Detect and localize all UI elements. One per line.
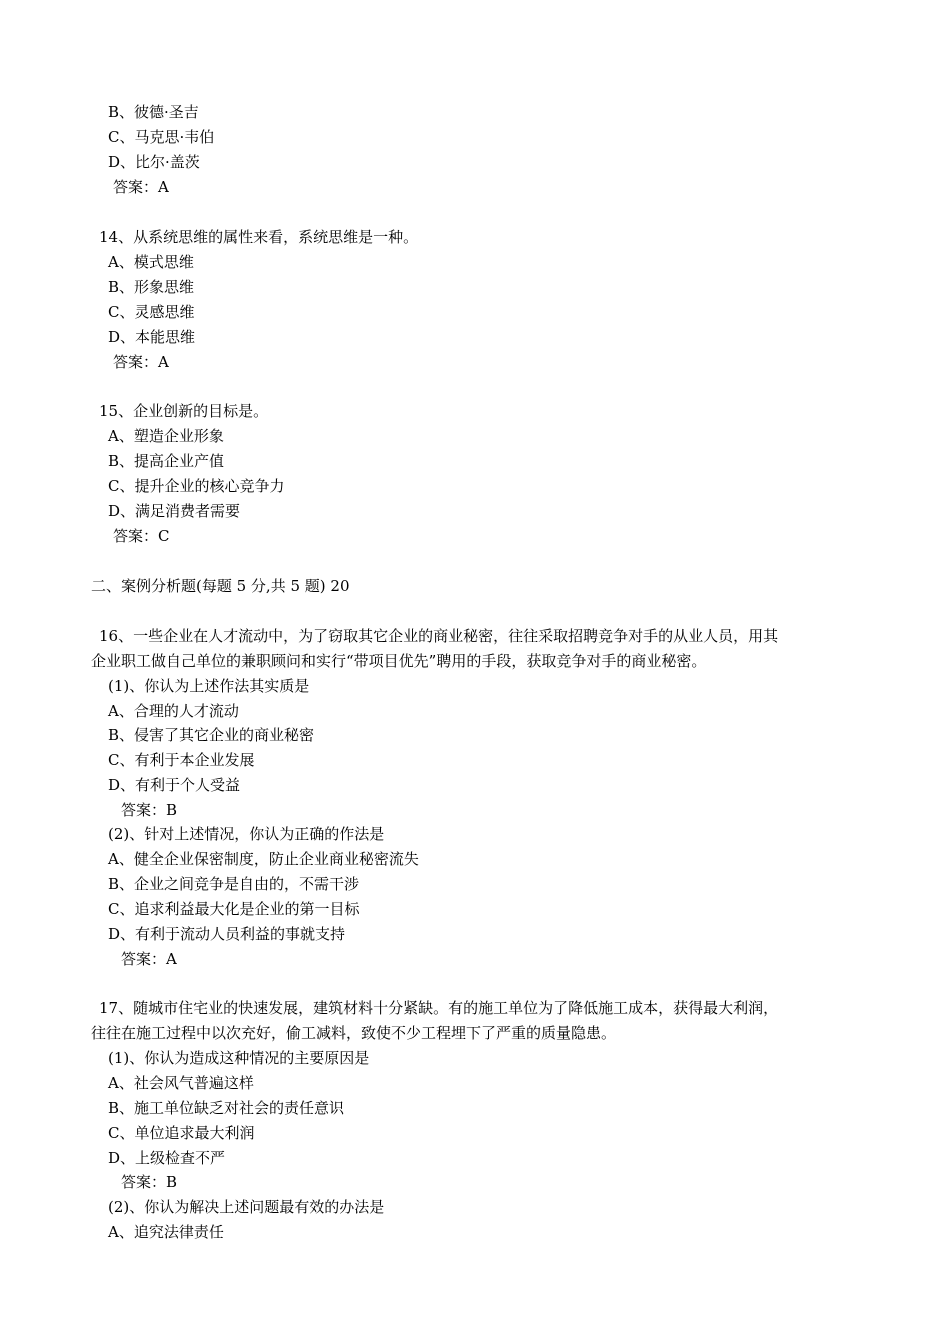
- option-c-q17-1: C、单位追求最大利润: [108, 1124, 255, 1142]
- option-a-q15: A、塑造企业形象: [108, 427, 224, 445]
- option-b-q15: B、提高企业产值: [108, 452, 225, 470]
- option-d-q15: D、满足消费者需要: [108, 502, 241, 520]
- option-a-q16-1: A、合理的人才流动: [108, 702, 239, 720]
- answer-q16-1: 答案：B: [121, 801, 178, 819]
- option-d-q16-1: D、有利于个人受益: [108, 776, 241, 794]
- answer-q15: 答案：C: [113, 527, 170, 545]
- option-d-q13: D、比尔·盖茨: [108, 153, 200, 171]
- question-17-line-1: 17、随城市住宅业的快速发展，建筑材料十分紧缺。有的施工单位为了降低施工成本，获得最大利润，: [99, 999, 779, 1017]
- question-16-line-1: 16、一些企业在人才流动中，为了窃取其它企业的商业秘密，往往采取招聘竞争对手的从业人员，用其: [99, 627, 779, 645]
- option-c-q15: C、提升企业的核心竞争力: [108, 477, 285, 495]
- option-b-q16-2: B、企业之间竞争是自由的，不需干涉: [108, 875, 360, 893]
- question-15: 15、企业创新的目标是。: [99, 402, 269, 420]
- option-c-q13: C、马克思·韦伯: [108, 128, 215, 146]
- option-b-q16-1: B、侵害了其它企业的商业秘密: [108, 726, 315, 744]
- option-a-q17-1: A、社会风气普遍这样: [108, 1074, 254, 1092]
- question-17-sub-2: (2)、你认为解决上述问题最有效的办法是: [108, 1198, 385, 1216]
- option-c-q14: C、灵感思维: [108, 303, 195, 321]
- option-c-q16-1: C、有利于本企业发展: [108, 751, 255, 769]
- question-17-line-2: 往往在施工过程中以次充好，偷工减料，致使不少工程埋下了严重的质量隐患。: [91, 1024, 617, 1042]
- question-17-sub-1: (1)、你认为造成这种情况的主要原因是: [108, 1049, 370, 1067]
- question-16-line-2: 企业职工做自己单位的兼职顾问和实行“带项目优先”聘用的手段，获取竞争对手的商业秘密。: [91, 652, 707, 670]
- option-a-q17-2: A、追究法律责任: [108, 1223, 224, 1241]
- option-a-q16-2: A、健全企业保密制度，防止企业商业秘密流失: [108, 850, 419, 868]
- section-heading: 二、案例分析题(每题 5 分,共 5 题) 20: [91, 577, 350, 595]
- answer-q13: 答案：A: [113, 178, 169, 196]
- question-16-sub-1: (1)、你认为上述作法其实质是: [108, 677, 310, 695]
- option-d-q16-2: D、有利于流动人员利益的事就支持: [108, 925, 346, 943]
- question-14: 14、从系统思维的属性来看，系统思维是一种。: [99, 228, 419, 246]
- answer-q16-2: 答案：A: [121, 950, 177, 968]
- option-d-q17-1: D、上级检查不严: [108, 1149, 226, 1167]
- answer-q14: 答案：A: [113, 353, 169, 371]
- option-b-q14: B、形象思维: [108, 278, 195, 296]
- question-16-sub-2: (2)、针对上述情况，你认为正确的作法是: [108, 825, 385, 843]
- option-b-q13: B、彼德·圣吉: [108, 103, 199, 121]
- answer-q17-1: 答案：B: [121, 1173, 178, 1191]
- option-a-q14: A、模式思维: [108, 253, 194, 271]
- option-b-q17-1: B、施工单位缺乏对社会的责任意识: [108, 1099, 345, 1117]
- option-c-q16-2: C、追求利益最大化是企业的第一目标: [108, 900, 360, 918]
- option-d-q14: D、本能思维: [108, 328, 196, 346]
